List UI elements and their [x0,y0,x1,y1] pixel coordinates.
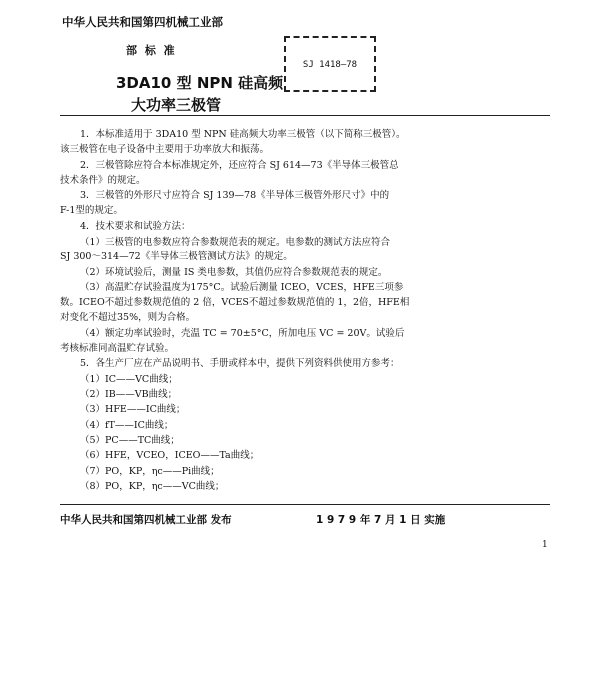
body-line: 技术条件》的规定。 [60,175,146,186]
body-line: 对变化不超过35%，则为合格。 [60,312,196,323]
body-line: 2．三极管除应符合本标准规定外，还应符合 SJ 614—73《半导体三极管总 [80,160,399,171]
body-line: （6）HFE，VCEO，ICEO——Ta曲线； [80,450,260,461]
header-divider [60,115,550,116]
body-line: （2）IB——VB曲线； [80,389,178,400]
body-line: （3）高温贮存试验温度为175°C。试验后测量 ICEO，VCES，HFE三项参 [80,282,404,293]
document-title-line-2: 大功率三极管 [131,96,222,114]
standard-type-label: 部 标 准 [126,44,177,57]
body-line: 该三极管在电子设备中主要用于功率放大和振荡。 [60,144,270,155]
body-line: （4）额定功率试验时，壳温 TC = 70±5°C，所加电压 VC = 20V。试验后 [80,328,405,339]
body-line: （7）PO，KP，ηc——Pi曲线； [80,466,220,477]
body-line: 5．各生产厂应在产品说明书、手册或样本中，提供下列资料供使用方参考： [80,358,400,369]
body-line: （3）HFE——IC曲线； [80,404,186,415]
body-line: （2）环境试验后，测量 IS 类电参数，其值仍应符合参数规范表的规定。 [80,267,388,278]
effective-date: 1 9 7 9 年 7 月 1 日 实施 [316,514,446,526]
standard-code: SJ 1418—78 [302,60,358,70]
body-line: 1．本标准适用于 3DA10 型 NPN 硅高频大功率三极管（以下简称三极管）。 [80,129,406,140]
footer-divider [60,504,550,505]
body-line: （5）PC——TC曲线； [80,435,180,446]
standard-code-box [284,36,376,92]
publisher-line: 中华人民共和国第四机械工业部 发布 [60,514,232,526]
body-line: （1）三极管的电参数应符合参数规范表的规定。电参数的测试方法应符合 [80,237,391,248]
body-line: F-1型的规定。 [60,205,123,216]
body-line: （8）PO，KP，ηc——VC曲线； [80,481,225,492]
document-title-line-1: 3DA10 型 NPN 硅高频 [116,74,284,92]
body-line: （4）fT——IC曲线； [80,420,174,431]
body-line: 考核标准同高温贮存试验。 [60,343,175,354]
body-line: 4．技术要求和试验方法： [80,221,191,232]
body-line: （1）IC——VC曲线； [80,374,178,385]
issuing-ministry: 中华人民共和国第四机械工业部 [62,15,223,29]
body-line: SJ 300～314—72《半导体三极管测试方法》的规定。 [60,251,293,262]
page-number: 1 [542,540,548,550]
body-line: 3．三极管的外形尺寸应符合 SJ 139—78《半导体三极管外形尺寸》中的 [80,190,390,201]
body-line: 数。ICEO不超过参数规范值的 2 倍，VCES不超过参数规范值的 1，2倍，HFE相 [60,297,410,308]
